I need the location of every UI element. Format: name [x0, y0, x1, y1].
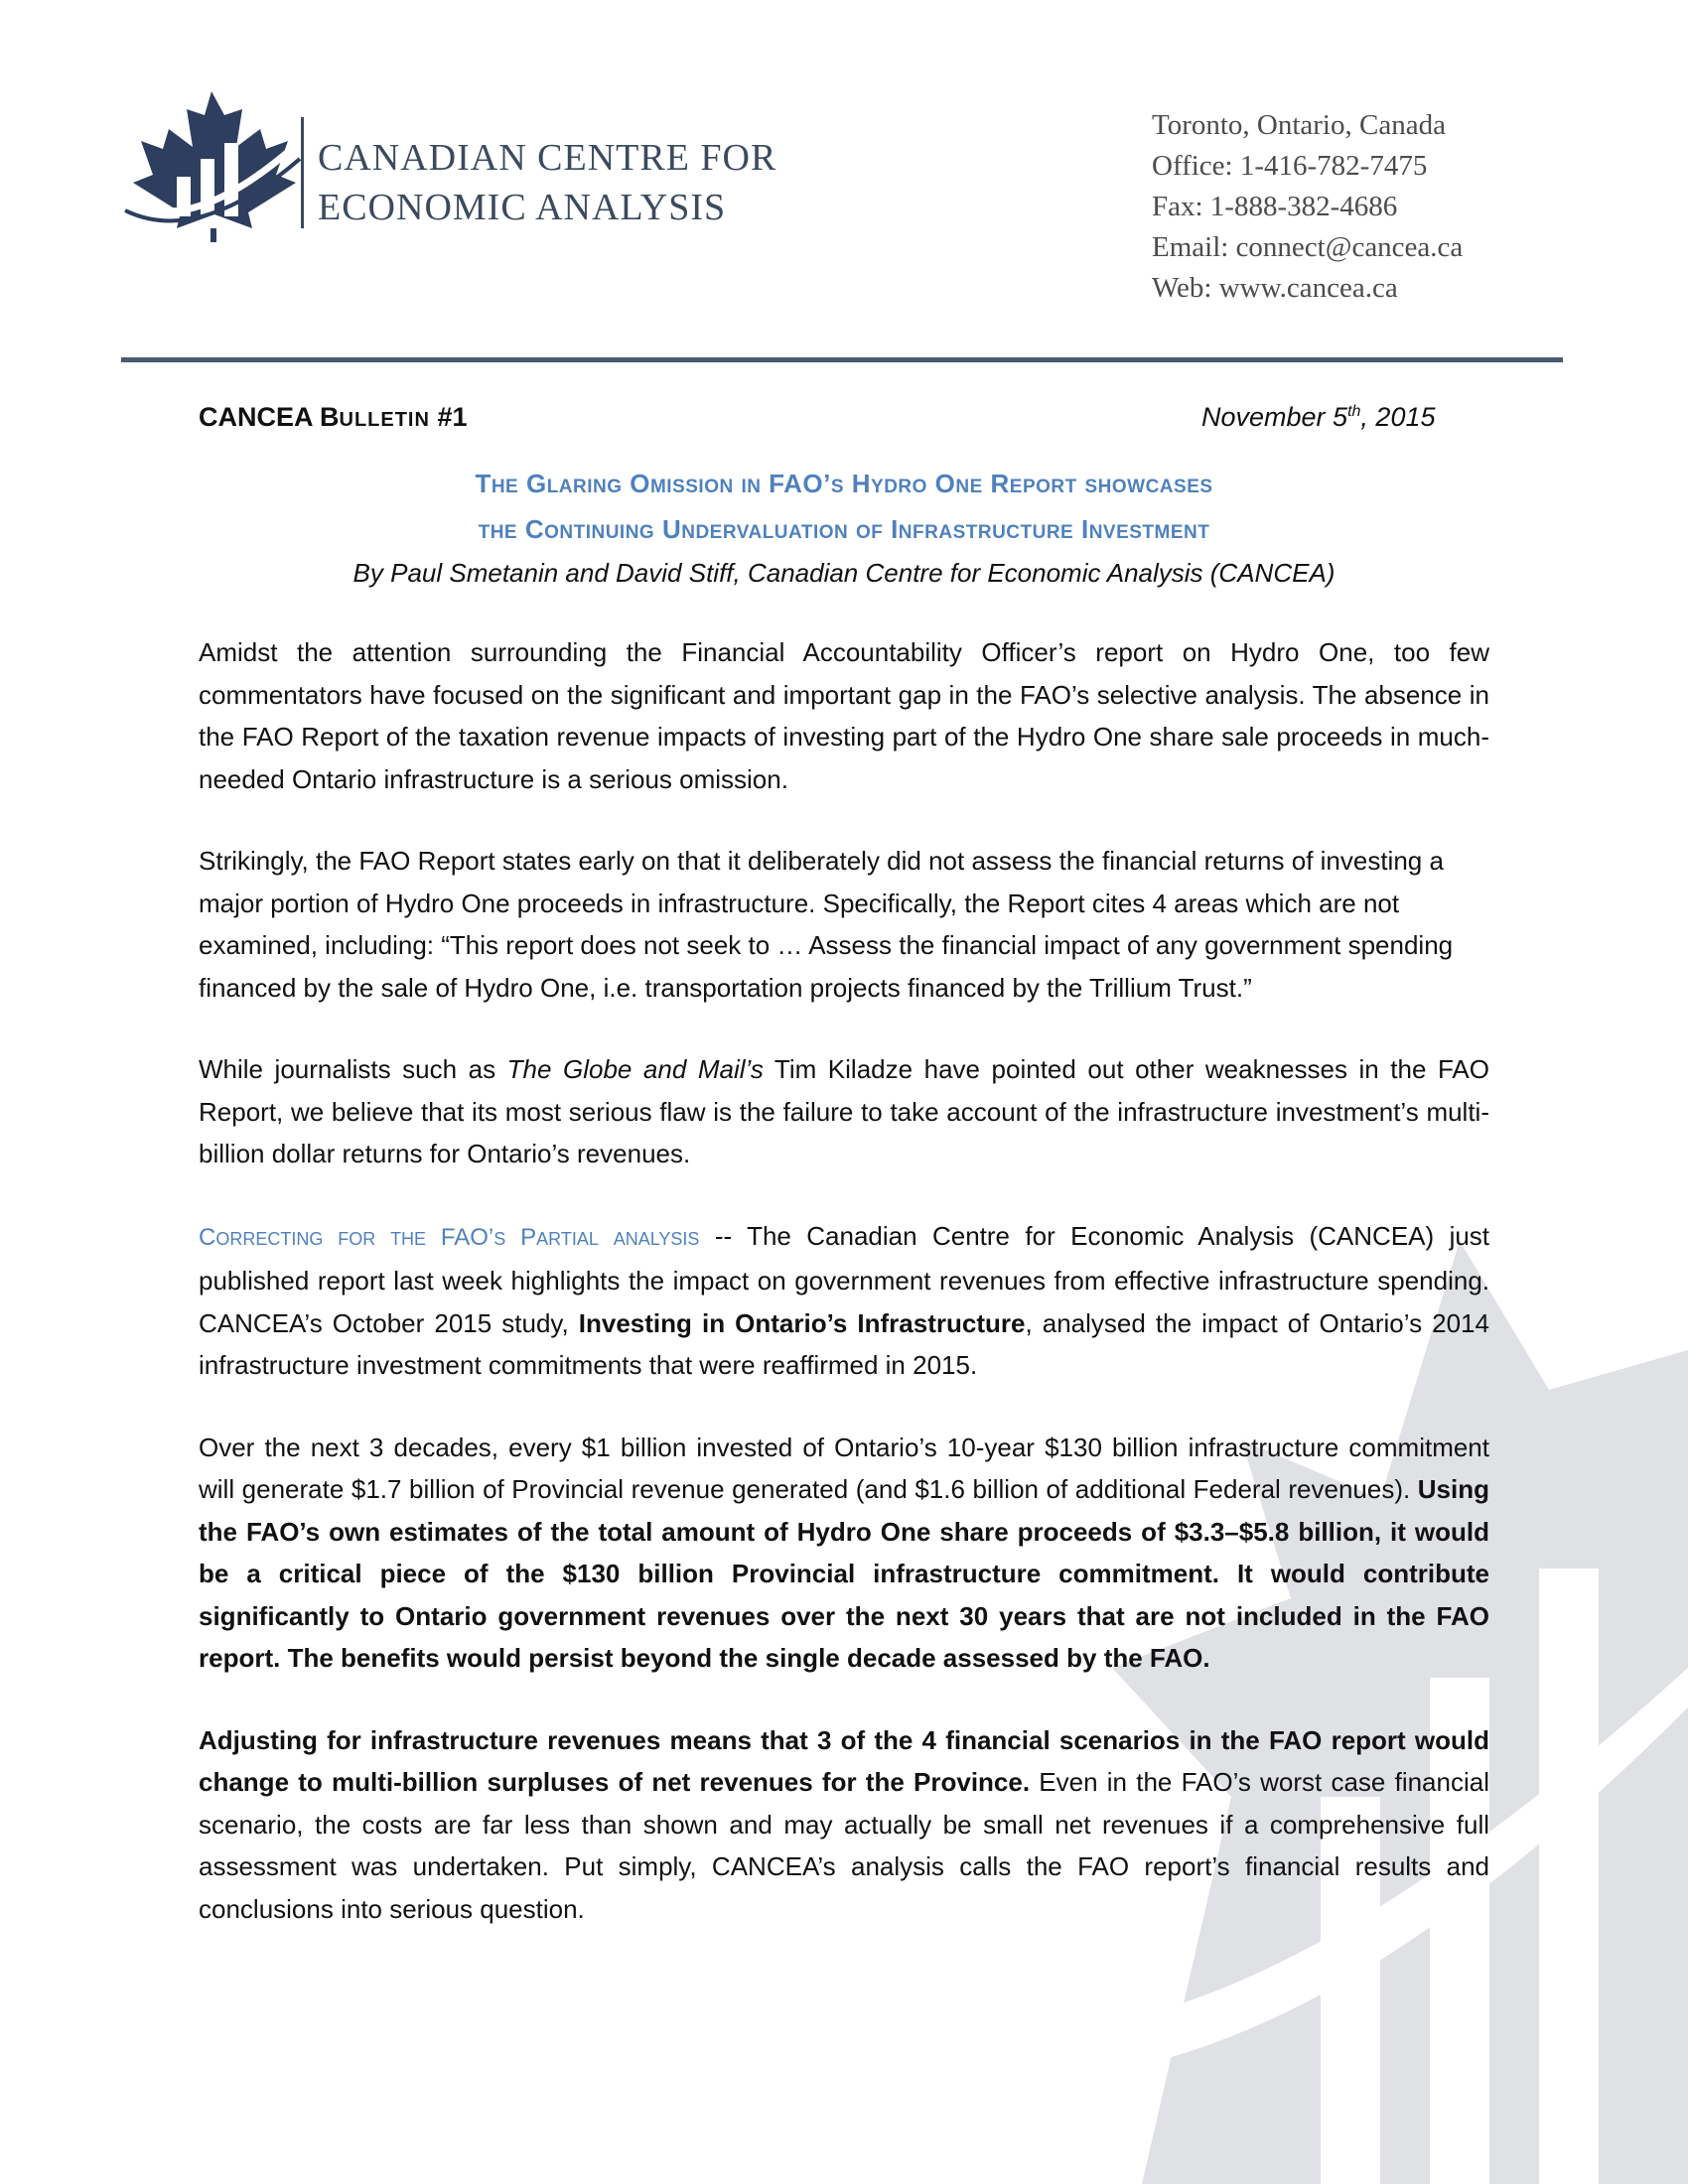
p3-text-b: Tim Kiladze have pointed out other weaknesses in the FAO Report, we believe that its most serious flaw is the failure to take account of the infrastructure investment’s multi-billion dollar returns for Ontario’s revenues.: [199, 1054, 1490, 1168]
p6-bold: Adjusting for infrastructure revenues means that 3 of the 4 financial scenarios in the FAO report would change to multi-billion surpluses of net revenues for the Province.: [199, 1724, 1489, 1797]
maple-chart-logo-icon: [119, 89, 308, 248]
contact-location: Toronto, Ontario, Canada: [1152, 109, 1446, 141]
contact-office: Office: 1-416-782-7475: [1152, 150, 1428, 182]
title-line-1: THE GLARING OMISSION IN FAO’S HYDRO ONE REPORT SHOWCASES: [475, 469, 1213, 498]
byline: By Paul Smetanin and David Stiff, Canadian Centre for Economic Analysis (CANCEA): [352, 558, 1336, 588]
paragraph-5: [199, 1427, 1489, 1680]
p4-text-b: , analysed the impact of Ontario’s 2014 infrastructure investment commitments that were reaffirmed in 2015.: [199, 1307, 1489, 1380]
paragraph-2: Strikingly, the FAO Report states early on that it deliberately did not assess the financial returns of investing a major portion of Hydro One proceeds in infrastructure. Specifically, the Report cites 4 areas which are not examined, including: “This report does not seek to … Assess the financial impact of any government spending financed by the sale of Hydro One, i.e. transportation projects financed by the Trillium Trust.”: [199, 846, 1454, 1003]
org-name: [318, 133, 776, 232]
bulletin-number: #1: [429, 402, 468, 432]
org-name-line1: CANADIAN CENTRE FOR: [318, 137, 777, 179]
section-heading: CORRECTING FOR THE FAO’S PARTIAL ANALYSIS: [199, 1223, 700, 1251]
bulletin-label-smallcaps: ULLETIN: [339, 409, 430, 431]
bulletin-label: [199, 402, 467, 433]
bulletin-label-main: CANCEA B: [199, 402, 340, 432]
title-line-2: THE CONTINUING UNDERVALUATION OF INFRASTRUCTURE INVESTMENT: [478, 514, 1210, 544]
date-suffix: , 2015: [1360, 402, 1436, 432]
p5-bold: Using the FAO’s own estimates of the total amount of Hydro One share proceeds of $3.3–$5.8 billion, it would be a critical piece of the $130 billion Provincial infrastructure commitment. It would contribute significantly to Ontario government revenues over the next 30 years that are not included in the FAO report. The benefits would persist beyond the single decade assessed by the FAO.: [199, 1474, 1489, 1673]
header-divider: [121, 357, 1563, 362]
paragraph-4: [199, 1215, 1489, 1387]
p3-text-a: While journalists such as: [199, 1054, 507, 1084]
paragraph-3: [199, 1048, 1489, 1175]
p6-text: Even in the FAO’s worst case financial scenario, the costs are far less than shown and may actually be small net revenues if a comprehensive full assessment was undertaken. Put simply, CANCEA’s analysis calls the FAO report’s financial results and conclusions into serious question.: [199, 1767, 1489, 1924]
p4-text-a: -- The Canadian Centre for Economic Analysis (CANCEA) just published report last week highlights the impact on government revenues from effective infrastructure spending. CANCEA’s October 2015 study,: [199, 1220, 1490, 1338]
org-logo: [119, 89, 834, 248]
logo-divider: [301, 117, 304, 228]
date-prefix: November 5: [1201, 402, 1348, 432]
article-body: [199, 631, 1489, 1970]
contact-info: [1152, 105, 1463, 309]
org-name-line2: ECONOMIC ANALYSIS: [318, 187, 727, 228]
bulletin-date: [1201, 402, 1436, 433]
contact-web: Web: www.cancea.ca: [1152, 272, 1398, 304]
contact-fax: Fax: 1-888-382-4686: [1152, 191, 1398, 222]
contact-email: Email: connect@cancea.ca: [1152, 231, 1464, 263]
paragraph-6: [199, 1719, 1489, 1931]
p3-publication: The Globe and Mail’s: [506, 1054, 764, 1084]
study-title: Investing in Ontario’s Infrastructure: [578, 1307, 1026, 1338]
date-sup: th: [1347, 403, 1361, 420]
paragraph-1: Amidst the attention surrounding the Financial Accountability Officer’s report on Hydro One, too few commentators have focused on the significant and important gap in the FAO’s selective analysis. The absence in the FAO Report of the taxation revenue impacts of investing part of the Hydro One share sale proceeds in much-needed Ontario infrastructure is a serious omission.: [199, 637, 1489, 794]
p5-text-a: Over the next 3 decades, every $1 billion invested of Ontario’s 10-year $130 billion infrastructure commitment will generate $1.7 billion of Provincial revenue generated (and $1.6 billion of additional Federal revenues).: [199, 1432, 1489, 1504]
